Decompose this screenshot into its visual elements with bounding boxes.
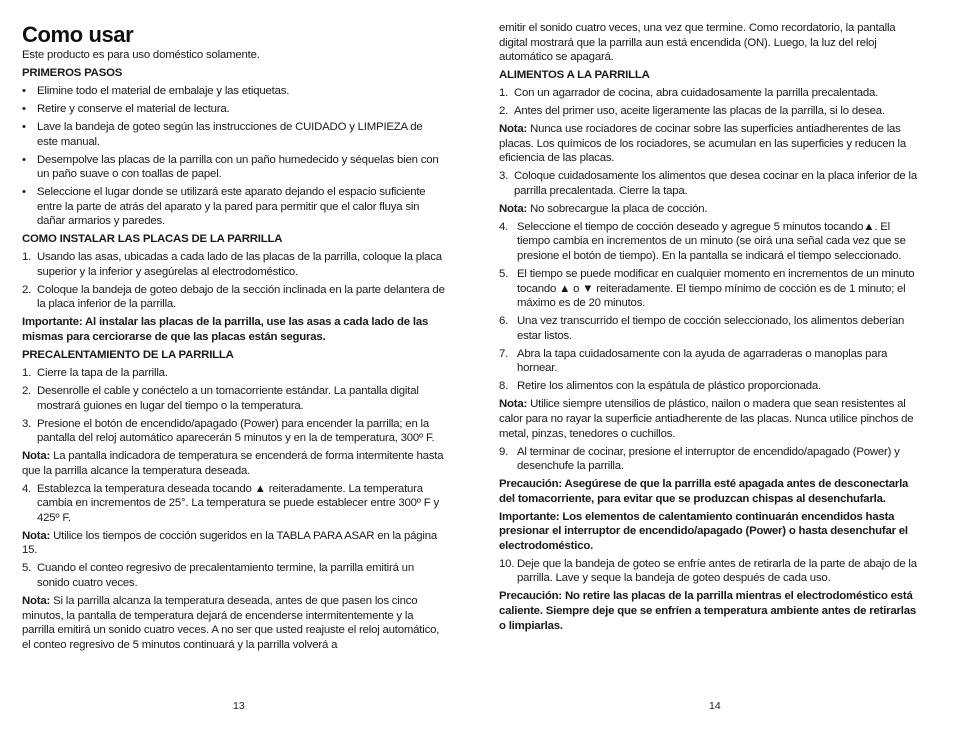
note: Nota: Utilice siempre utensilios de plástico, nailon o madera que sean resistentes al calor para no rayar la superficie antiadherente de las placas. Nunca utilice pinchos de metal, pinzas, tenedores o cuchillos.: [499, 398, 914, 440]
numbered-step: 10. Deje que la bandeja de goteo se enfríe antes de retirarla de la parte de abajo de la parrilla. Lave y seque la bandeja de goteo después de cada uso.: [499, 557, 917, 585]
bullet-icon: •: [22, 102, 26, 115]
numbered-step: 1. Cierre la tapa de la parrilla.: [22, 366, 168, 379]
numbered-step: 1. Usando las asas, ubicadas a cada lado de las placas de la parrilla, coloque la placa superior y la inferior y asegúrelas al electrodoméstico.: [22, 251, 442, 278]
note: Nota: Nunca use rociadores de cocinar sobre las superficies antiadherentes de las placas. Los químicos de los rociadores, se acumulan en las superficies y reducen la eficiencia de las placas.: [499, 123, 906, 165]
bullet-icon: •: [22, 120, 26, 133]
numbered-step: 5. Cuando el conteo regresivo de precalentamiento termine, la parrilla emitirá un sonido cuatro veces.: [22, 562, 414, 590]
first-steps-list: [22, 84, 446, 229]
numbered-step: 4. Seleccione el tiempo de cocción deseado y agregue 5 minutos tocando▲. El tiempo cambia en incrementos de un minuto (se oirá una señal cada vez que se presione el botón de tiempo). En la pantalla se indicará el tiempo seleccionado.: [499, 220, 906, 263]
page-number-right: 14: [709, 700, 721, 712]
numbered-step: 4. Establezca la temperatura deseada tocando ▲ reiteradamente. La temperatura cambia en incrementos de 25°. La temperatura se puede establecer entre 300º F y 425º F.: [22, 482, 439, 524]
section-heading-first-steps: PRIMEROS PASOS: [22, 66, 123, 79]
bullet-item: • Desempolve las placas de la parrilla con un paño humedecido y séquelas bien con un paño suave o con toallas de papel.: [22, 153, 439, 181]
numbered-step: 9. Al terminar de cocinar, presione el interruptor de encendido/apagado (Power) y desenchufe la parrilla.: [499, 445, 900, 473]
section-heading-preheat: PRECALENTAMIENTO DE LA PARRILLA: [22, 348, 234, 361]
numbered-step: 3. Coloque cuidadosamente los alimentos que desea cocinar en la placa inferior de la parrilla precalentada. Cierre la tapa.: [499, 170, 917, 197]
caution-notice: Precaución: No retire las placas de la parrilla mientras el electrodoméstico está caliente. Siempre deje que se enfríen a temperatura ambiente antes de retirarlas o limpiarlas.: [499, 590, 917, 632]
continued-text: emitir el sonido cuatro veces, una vez que termine. Como recordatorio, la pantalla digital mostrará que la parrilla aun está encendida (ON). Luego, la luz del reloj automático se apagará.: [499, 22, 896, 64]
important-notice: Importante: Al instalar las placas de la parrilla, use las asas a cada lado de las mismas para cerciorarse de que las placas están seguras.: [22, 316, 429, 343]
page-number-left: 13: [233, 700, 245, 712]
numbered-step: 2. Desenrolle el cable y conéctelo a un tomacorriente estándar. La pantalla digital mostrará guiones en lugar del tiempo o la temperatura.: [22, 384, 419, 412]
numbered-step: 6. Una vez transcurrido el tiempo de cocción seleccionado, los alimentos deberían estar listos.: [499, 315, 905, 342]
section-heading-install-plates: COMO INSTALAR LAS PLACAS DE LA PARRILLA: [22, 233, 283, 246]
left-page: [22, 0, 446, 656]
note: Nota: La pantalla indicadora de temperatura se encenderá de forma intermitente hasta que la parrilla alcance la temperatura deseada.: [22, 450, 444, 477]
bullet-icon: •: [22, 153, 26, 166]
bullet-item: • Seleccione el lugar donde se utilizará este aparato dejando el espacio suficiente entre la parte de atrás del aparato y la pared para permitir que el calor fluya sin dañar armarios y paredes.: [22, 186, 426, 228]
numbered-step: 8. Retire los alimentos con la espátula de plástico proporcionada.: [499, 380, 821, 393]
note: Nota: Si la parrilla alcanza la temperatura deseada, antes de que pasen los cinco minutos, la pantalla de temperatura dejará de encenderse intermitentemente y la parrilla emitirá un sonido cuatro veces. A no ser que usted reajuste el reloj automático, el conteo regresivo de 5 minutos continuará y la parrilla volverá a: [22, 595, 440, 651]
note: Nota: Utilice los tiempos de cocción sugeridos en la TABLA PARA ASAR en la página 15.: [22, 529, 437, 557]
numbered-step: 1. Con un agarrador de cocina, abra cuidadosamente la parrilla precalentada.: [499, 87, 879, 100]
note: Nota: No sobrecargue la placa de cocción.: [499, 202, 708, 215]
section-heading-grilling: ALIMENTOS A LA PARRILLA: [499, 69, 650, 82]
bullet-icon: •: [22, 186, 26, 199]
numbered-step: 3. Presione el botón de encendido/apagado (Power) para encender la parrilla; en la pantalla del reloj automático aparecerán 5 minutos y en la de temperatura, 300º F.: [22, 417, 435, 445]
numbered-step: 2. Antes del primer uso, aceite ligeramente las placas de la parrilla, si lo desea.: [499, 105, 885, 118]
page-title: Como usar: [22, 22, 134, 47]
bullet-item: • Lave la bandeja de goteo según las instrucciones de CUIDADO y LIMPIEZA de este manual.: [22, 120, 423, 148]
right-page: [499, 0, 923, 637]
numbered-step: 2. Coloque la bandeja de goteo debajo de la sección inclinada en la parte delantera de la placa inferior de la parrilla.: [22, 283, 445, 311]
numbered-step: 5. El tiempo se puede modificar en cualquier momento en incrementos de un minuto tocando ▲ o ▼ reiteradamente. El tiempo mínimo de cocción es de 1 minuto; el máximo es de 20 minutos.: [499, 268, 915, 310]
bullet-item: • Retire y conserve el material de lectura.: [22, 102, 230, 115]
intro-text: Este producto es para uso doméstico solamente.: [22, 49, 260, 61]
numbered-step: 7. Abra la tapa cuidadosamente con la ayuda de agarraderas o manoplas para hornear.: [499, 347, 888, 375]
bullet-icon: •: [22, 84, 26, 97]
bullet-item: • Elimine todo el material de embalaje y las etiquetas.: [22, 84, 290, 97]
important-notice: Importante: Los elementos de calentamiento continuarán encendidos hasta presionar el interruptor de encendido/apagado (Power) o hasta desenchufar el electrodoméstico.: [499, 510, 908, 552]
caution-notice: Precaución: Asegúrese de que la parrilla esté apagada antes de desconectarla del tomacorriente, para evitar que se produzcan chispas al desenchufarla.: [499, 478, 909, 505]
